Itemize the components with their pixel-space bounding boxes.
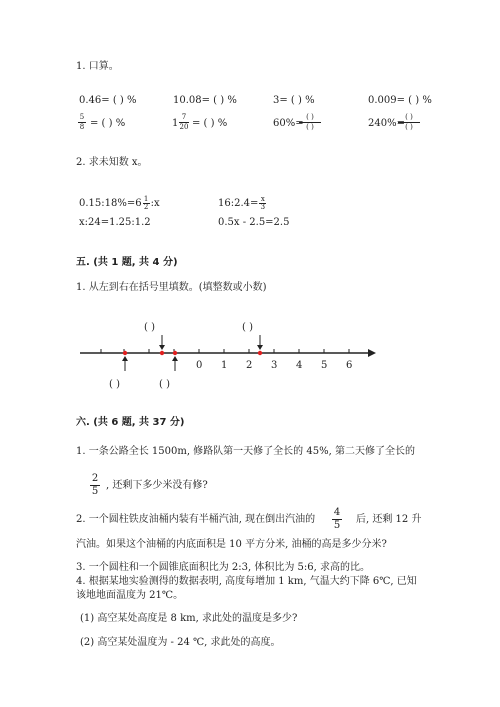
oral-calc-item: 60%= <box>273 118 304 129</box>
tick-label: 1 <box>221 360 228 371</box>
question-text: 3. 一个圆柱和一个圆锥底面积比为 2:3, 体积比为 5:6, 求高的比。 <box>76 562 370 573</box>
blank-fraction: ( ) ( ) <box>398 114 420 131</box>
equation: x:24=1.25:1.2 <box>79 217 151 228</box>
oral-calc-item: 10.08= ( ) % <box>173 95 237 106</box>
oral-calc-item: = ( ) % <box>90 118 126 129</box>
question-text: 4. 根据某地实验测得的数据表明, 高度每增加 1 km, 气温大约下降 6℃, 已知 <box>76 576 417 587</box>
oral-calc-item: 3= ( ) % <box>273 95 315 106</box>
number-line <box>70 315 390 395</box>
point-marker <box>173 351 177 355</box>
point-marker <box>258 351 262 355</box>
tick-label: 5 <box>321 360 328 371</box>
oral-calc-item: = ( ) % <box>192 118 228 129</box>
equation: 0.15:18%=6 $\frac{1}{2}$ :x <box>79 195 160 211</box>
point-marker <box>123 351 127 355</box>
blank-fraction: ( ) ( ) <box>299 114 321 131</box>
tick-label: 3 <box>271 360 278 371</box>
equation: 0.5x - 2.5=2.5 <box>218 217 290 228</box>
section6-heading: 六. (共 6 题, 共 37 分) <box>76 417 185 428</box>
up-arrow-icon <box>122 356 128 361</box>
oral-calc-item: 0.009= ( ) % <box>368 95 432 106</box>
equation: 16:2.4= $\frac{x}{3}$ <box>218 195 266 211</box>
question-text: 该地地面温度为 21℃。 <box>76 590 184 601</box>
question-text: 1. 从左到右在括号里填数。(填整数或小数) <box>76 282 267 293</box>
section1-heading: 1. 口算。 <box>76 61 119 72</box>
fraction-7-20: 7 20 <box>179 113 189 131</box>
question-text: 2. 一个圆柱铁皮油桶内装有半桶汽油, 现在倒出汽油的 <box>76 514 316 525</box>
tick-label: 2 <box>246 360 253 371</box>
down-arrow-icon <box>257 345 263 350</box>
question-text: 汽油。如果这个油桶的内底面积是 10 平方分米, 油桶的高是多少分米? <box>76 539 387 550</box>
up-arrow-icon <box>172 356 178 361</box>
question-text: 后, 还剩 12 升 <box>356 514 422 525</box>
answer-blank: ( ) <box>159 379 170 390</box>
answer-blank: ( ) <box>109 379 120 390</box>
section5-heading: 五. (共 1 题, 共 4 分) <box>76 257 178 268</box>
answer-blank: ( ) <box>144 322 155 333</box>
tick-label: 6 <box>346 360 353 371</box>
arrow-head-icon <box>368 349 376 357</box>
sub-question-text: (1) 高空某处高度是 8 km, 求此处的温度是多少? <box>80 613 298 624</box>
fraction-4-5: 4 5 <box>333 507 341 531</box>
answer-blank: ( ) <box>242 322 253 333</box>
tick-label: 0 <box>196 360 203 371</box>
down-arrow-icon <box>159 345 165 350</box>
oral-calc-item: 0.46= ( ) % <box>79 95 137 106</box>
mixed-number-whole: 1 <box>172 118 179 129</box>
fraction-2-5: 2 5 <box>91 473 99 497</box>
fraction-5-8: 5 8 <box>79 113 85 131</box>
question-text: 1. 一条公路全长 1500m, 修路队第一天修了全长的 45%, 第二天修了全长的 <box>76 446 415 457</box>
oral-calc-item: 240%= <box>368 118 405 129</box>
point-marker <box>160 351 164 355</box>
tick-label: 4 <box>296 360 303 371</box>
question-text: , 还剩下多少米没有修? <box>106 480 208 491</box>
sub-question-text: (2) 高空某处温度为 - 24 ℃, 求此处的高度。 <box>80 637 281 648</box>
section2-heading: 2. 求未知数 x。 <box>76 157 148 168</box>
